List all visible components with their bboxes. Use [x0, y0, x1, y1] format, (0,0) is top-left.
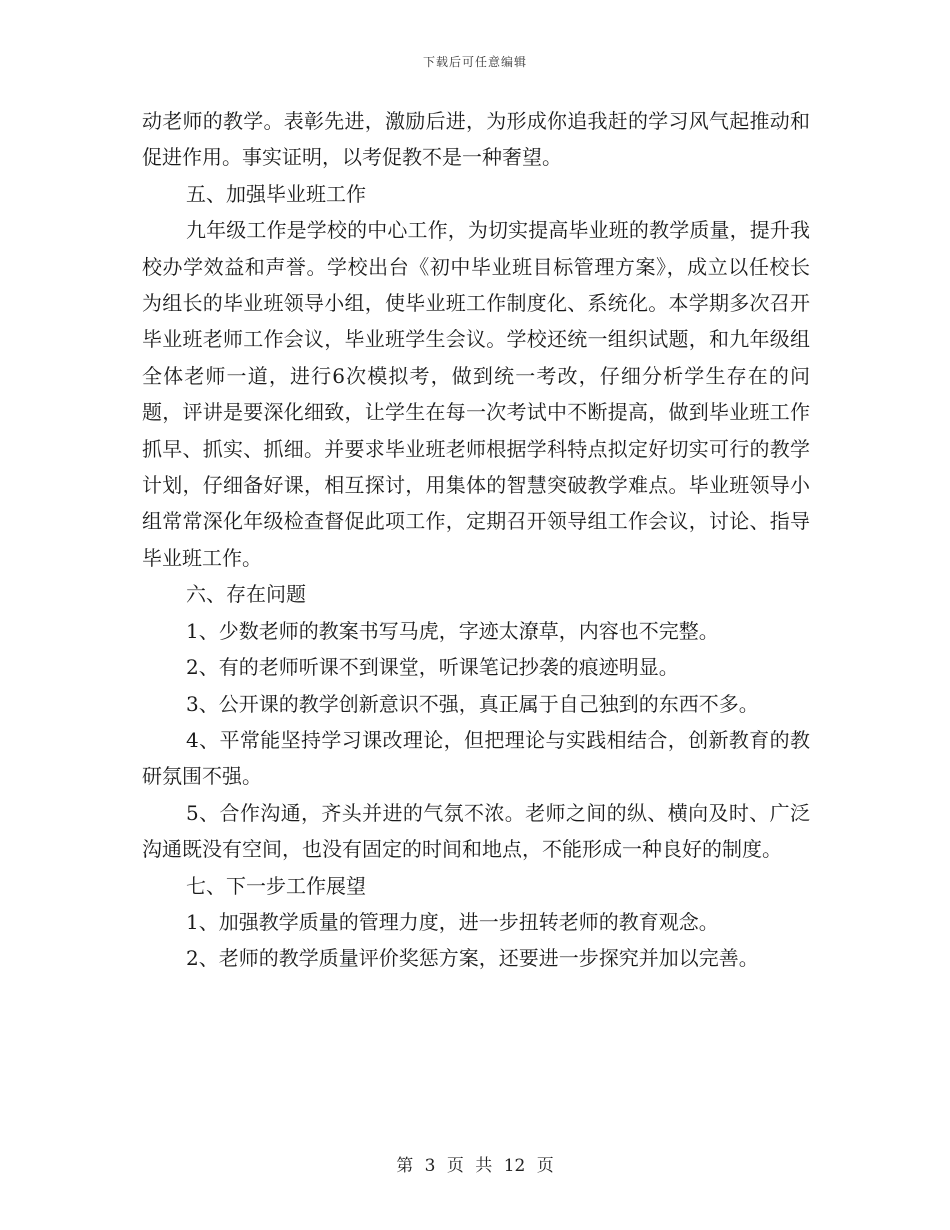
problem-item-2: 2、有的老师听课不到课堂，听课笔记抄袭的痕迹明显。 [186, 655, 679, 680]
outlook-item-1: 1、加强教学质量的管理力度，进一步扭转老师的教育观念。 [186, 909, 719, 934]
problem-item-5: 5、合作沟通，齐头并进的气氛不浓。老师之间的纵、横向及时、广泛沟通既没有空间，也没有固定的时间和地点，不能形成一种良好的制度。 [142, 800, 810, 862]
section-heading-7: 七、下一步工作展望 [186, 873, 366, 898]
section-heading-5: 五、加强毕业班工作 [186, 181, 366, 206]
outlook-item-2: 2、老师的教学质量评价奖惩方案，还要进一步探究并加以完善。 [186, 946, 759, 971]
page-header: 下载后可任意编辑 [422, 55, 527, 69]
problem-item-1: 1、少数老师的教案书写马虎，字迹太潦草，内容也不完整。 [186, 618, 719, 643]
page-number: 第 3 页 共 12 页 [396, 1156, 554, 1176]
document-body [142, 103, 810, 977]
paragraph-continuation: 动老师的教学。表彰先进，激励后进，为形成你追我赶的学习风气起推动和促进作用。事实证明，以考促教不是一种奢望。 [142, 109, 810, 170]
paragraph-graduating-class: 九年级工作是学校的中心工作，为切实提高毕业班的教学质量，提升我校办学效益和声誉。学校出台《初中毕业班目标管理方案》，成立以任校长为组长的毕业班领导小组，使毕业班工作制度化、系统化。本学期多次召开毕业班老师工作会议，毕业班学生会议。学校还统一组织试题，和九年级组全体老师一道，进行6次模拟考，做到统一考改，仔细分析学生存在的问题，评讲是要深化细致，让学生在每一次考试中不断提高，做到毕业班工作抓早、抓实、抓细。并要求毕业班老师根据学科特点拟定好切实可行的教学计划，仔细备好课，相互探讨，用集体的智慧突破教学难点。毕业班领导小组常常深化年级检查督促此项工作，定期召开领导组工作会议，讨论、指导毕业班工作。 [142, 218, 810, 570]
problem-item-3: 3、公开课的教学创新意识不强，真正属于自己独到的东西不多。 [186, 691, 759, 716]
section-heading-6: 六、存在问题 [186, 582, 306, 607]
problem-item-4: 4、平常能坚持学习课改理论，但把理论与实践相结合，创新教育的教研氛围不强。 [142, 727, 810, 789]
